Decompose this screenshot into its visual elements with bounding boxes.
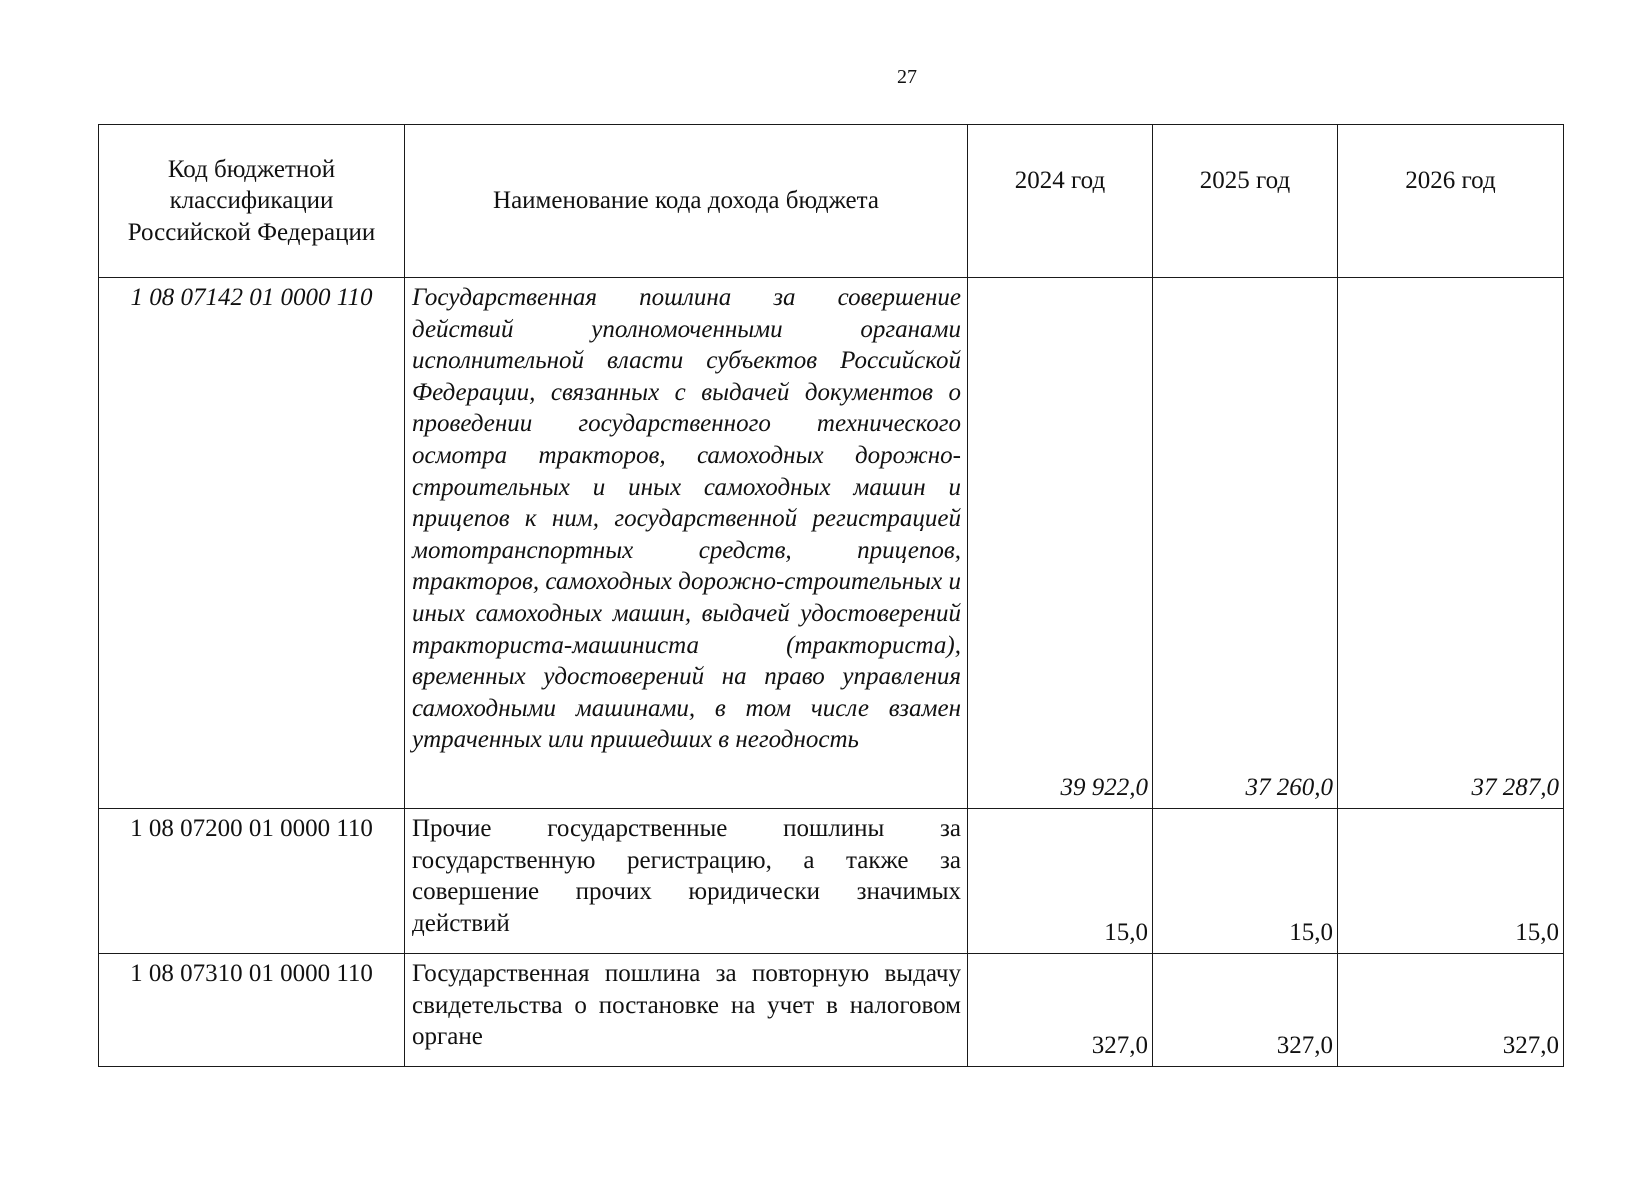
header-year-2025: 2025 год — [1153, 125, 1338, 278]
row-name: Прочие государственные пошлины за государственную регистрацию, а также за совершение прочих юридически значимых действий — [405, 809, 968, 954]
budget-revenue-table — [98, 124, 1564, 1067]
row-name: Государственная пошлина за повторную выдачу свидетельства о постановке на учет в налоговом органе — [405, 954, 968, 1067]
row-amount-2026: 327,0 — [1338, 954, 1564, 1067]
row-code: 1 08 07200 01 0000 110 — [99, 809, 405, 954]
row-amount-2024: 39 922,0 — [968, 278, 1153, 809]
table-row — [99, 278, 1564, 809]
header-code: Код бюджетной классификации Российской Федерации — [99, 125, 405, 278]
page-number: 27 — [897, 66, 917, 88]
row-amount-2024: 327,0 — [968, 954, 1153, 1067]
row-amount-2025: 37 260,0 — [1153, 278, 1338, 809]
row-amount-2025: 15,0 — [1153, 809, 1338, 954]
header-year-2024: 2024 год — [968, 125, 1153, 278]
row-code: 1 08 07142 01 0000 110 — [99, 278, 405, 809]
row-amount-2026: 37 287,0 — [1338, 278, 1564, 809]
table-header-row — [99, 125, 1564, 278]
header-name: Наименование кода дохода бюджета — [405, 125, 968, 278]
row-name: Государственная пошлина за совершение действий уполномоченными органами исполнительной власти субъектов Российской Федерации, связанных с выдачей документов о проведении государственного технического осмотра тракторов, самоходных дорожно-строительных и иных самоходных машин и прицепов к ним, государственной регистрацией мототранспортных средств, прицепов, тракторов, самоходных дорожно-строительных и иных самоходных машин, выдачей удостоверений тракториста-машиниста (тракториста), временных удостоверений на право управления самоходными машинами, в том числе взамен утраченных или пришедших в негодность — [405, 278, 968, 809]
row-amount-2026: 15,0 — [1338, 809, 1564, 954]
row-amount-2024: 15,0 — [968, 809, 1153, 954]
table-row — [99, 954, 1564, 1067]
row-amount-2025: 327,0 — [1153, 954, 1338, 1067]
header-year-2026: 2026 год — [1338, 125, 1564, 278]
row-code: 1 08 07310 01 0000 110 — [99, 954, 405, 1067]
table-row — [99, 809, 1564, 954]
